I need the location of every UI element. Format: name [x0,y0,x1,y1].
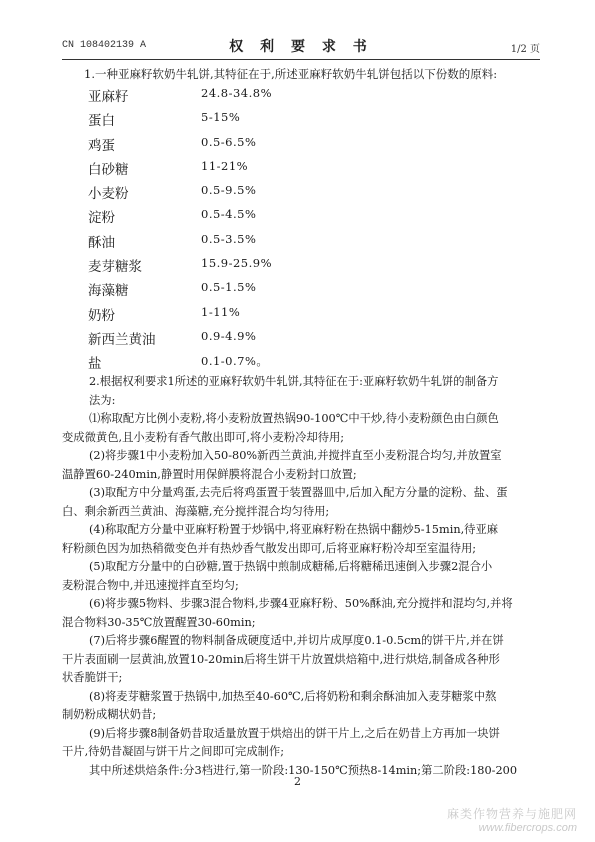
step-3-line: (3)取配方中分量鸡蛋,去壳后将鸡蛋置于装置器皿中,后加入配方分量的淀粉、盐、蛋 [89,486,508,499]
step-4-line: (4)称取配方分量中亚麻籽粉置于炒锅中,将亚麻籽粉在热锅中翻炒5-15min,待亚麻 [89,523,499,536]
ingredient-value: 0.9-4.9% [201,328,257,343]
ingredient-name: 海藻糖 [88,283,129,300]
header-divider [62,59,540,60]
watermark-site-name: 麻类作物营养与施肥网 [446,807,577,821]
ingredient-value: 11-21% [201,158,249,173]
ingredient-value: 0.5-6.5% [201,134,257,149]
ingredient-name: 酥油 [88,234,115,251]
claim-2 [62,373,540,780]
ingredient-value: 0.1-0.7%。 [201,354,269,369]
step-2-line: (2)将步骤1中小麦粉加入50-80%新西兰黄油,并搅拌直至小麦粉混合均匀,并放置室 [89,449,502,462]
ingredient-name: 蛋白 [88,113,115,130]
ingredient-row [88,107,388,131]
ingredient-name: 淀粉 [88,210,115,227]
ingredient-row [88,180,388,204]
ingredient-name: 鸡蛋 [88,137,115,154]
ingredient-row [88,277,388,301]
ingredient-value: 24.8-34.8% [201,86,273,100]
step-8-line: (8)将麦芽糖浆置于热锅中,加热至40-60℃,后将奶粉和剩余酥油加入麦芽糖浆中熬 [89,689,497,703]
ingredient-row [88,350,388,374]
ingredient-value: 0.5-1.5% [201,280,257,295]
ingredient-value: 5-15% [201,110,241,125]
step-1-line: 变成微黄色,且小麦粉有香气散出即可,将小麦粉冷却待用; [62,430,345,444]
publication-number: CN 108402139 A [62,40,147,51]
ingredient-row [88,156,388,180]
step-4-line: 籽粉颜色因为加热稍微变色并有热炒香气散发出即可,后将亚麻籽粉冷却至室温待用; [62,541,477,555]
baking-conditions-line: 其中所述烘焙条件:分3档进行,第一阶段:130-150℃预热8-14min;第二阶段:180-200 [89,763,518,777]
step-6-line: 混合物料30-35℃放置醒置30-60min; [62,615,256,629]
claim-1-intro: 1.一种亚麻籽软奶牛轧饼,其特征在于,所述亚麻籽软奶牛轧饼包括以下份数的原料: [84,67,498,81]
page-number: 2 [294,775,301,788]
step-2-line: 温静置60-240min,静置时用保鲜膜将混合小麦粉封口放置; [62,467,357,481]
step-9-line: (9)后将步骤8制备奶昔取适量放置于烘焙出的饼干片上,之后在奶昔上方再加一块饼 [89,726,500,740]
page-header [62,36,540,56]
step-1-line: ⑴称取配方比例小麦粉,将小麦粉放置热锅90-100℃中干炒,待小麦粉颜色由白颜色 [89,412,499,425]
ingredient-row [88,326,388,350]
ingredient-name: 新西兰黄油 [88,331,156,348]
step-3-line: 白、剩余新西兰黄油、海藻糖,充分搅拌混合均匀待用; [62,504,330,518]
ingredient-row [88,229,388,253]
watermark-url: www.fibercrops.com [478,822,577,834]
ingredient-row [88,302,388,326]
step-7-line: 干片表面刷一层黄油,放置10-20min后将生饼干片放置烘焙箱中,进行烘焙,制备成各种形 [62,652,500,666]
step-6-line: (6)将步骤5物料、步骤3混合物料,步骤4亚麻籽粉、50%酥油,充分搅拌和混均匀,并将 [89,597,513,610]
ingredient-list [88,83,388,375]
step-7-line: 状香脆饼干; [62,671,123,684]
step-7-line: (7)后将步骤6醒置的物料制备成硬度适中,并切片成厚度0.1-0.5cm的饼干片,并在饼 [89,634,504,647]
ingredient-name: 盐 [88,356,102,373]
ingredient-name: 亚麻籽 [88,89,129,105]
ingredient-name: 奶粉 [88,307,115,324]
claim-2-line: 2.根据权利要求1所述的亚麻籽软奶牛轧饼,其特征在于:亚麻籽软奶牛轧饼的制备方 [89,375,499,388]
step-9-line: 干片,待奶昔凝固与饼干片之间即可完成制作; [62,745,285,758]
ingredient-value: 15.9-25.9% [201,256,273,271]
ingredient-name: 麦芽糖浆 [88,259,142,276]
step-8-line: 制奶粉成糊状奶昔; [62,708,157,721]
page-indicator: 1/2 页 [510,44,540,55]
claim-2-line: 法为: [89,393,116,407]
ingredient-value: 0.5-4.5% [201,207,257,222]
ingredient-row [88,83,388,107]
ingredient-value: 1-11% [201,304,241,319]
document-title: 权 利 要 求 书 [229,39,373,55]
ingredient-value: 0.5-9.5% [201,183,257,198]
watermark [447,805,577,834]
ingredient-row [88,132,388,156]
step-5-line: 麦粉混合物中,并迅速搅拌直至均匀; [62,578,239,592]
ingredient-row [88,204,388,228]
ingredient-value: 0.5-3.5% [201,231,257,246]
ingredient-name: 白砂糖 [88,161,129,178]
ingredient-row [88,253,388,277]
ingredient-name: 小麦粉 [88,186,129,203]
step-5-line: (5)取配方分量中的白砂糖,置于热锅中煎制成糖稀,后将糖稀迅速倒入步骤2混合小 [89,560,493,573]
